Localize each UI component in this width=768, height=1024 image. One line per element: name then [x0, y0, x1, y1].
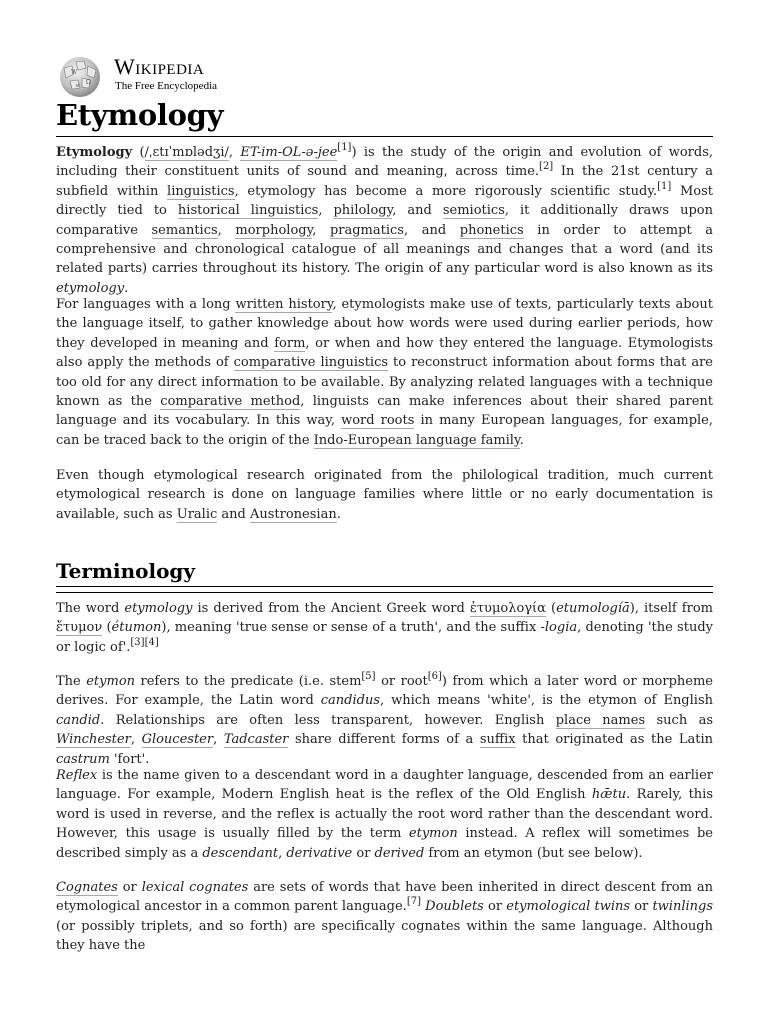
wikipedia-tagline: The Free Encyclopedia — [115, 80, 218, 92]
article-link[interactable]: Uralic — [176, 506, 218, 522]
italic-term: etymology — [124, 601, 193, 616]
article-link[interactable]: linguistics — [167, 183, 235, 199]
citation-reference[interactable]: [2] — [539, 161, 554, 173]
body-text: ), meaning 'true sense or sense of a truth', and the suffix — [161, 620, 541, 636]
terminology-paragraph-3 — [56, 766, 713, 863]
italic-term: -logia — [540, 620, 578, 636]
body-text: is derived from the Ancient Greek word — [192, 601, 470, 616]
italic-term: castrum — [56, 751, 110, 767]
italic-term: etymon — [86, 674, 136, 689]
body-text: or — [117, 880, 142, 895]
body-text: , — [312, 222, 330, 238]
body-text: In the 21st century a subfield within — [56, 164, 713, 199]
wikipedia-logo[interactable] — [56, 52, 356, 100]
article-link[interactable]: ἐτυμολογία — [469, 601, 546, 616]
article-link[interactable]: historical linguistics — [177, 203, 319, 219]
title-divider — [56, 136, 713, 137]
citation-reference[interactable]: [1] — [337, 142, 352, 153]
body-text: Even though etymological research originated from the philological tradition, much current etymological research is done on language families where little or no early documentation is available, such as — [56, 468, 713, 522]
italic-term: descendant — [202, 845, 279, 861]
terminology-paragraph-1 — [56, 599, 713, 657]
citation-reference[interactable]: [3] — [130, 636, 145, 648]
article-link[interactable]: word roots — [341, 413, 415, 429]
svg-text:Ω: Ω — [86, 79, 91, 86]
body-text: or — [483, 899, 507, 915]
section-divider-thin — [56, 592, 713, 593]
citation-reference[interactable]: [4] — [144, 636, 159, 648]
citation-reference[interactable]: [5] — [361, 671, 376, 682]
body-text: . Relationships are often less transparent, however. English — [100, 712, 556, 728]
body-text: , — [217, 222, 236, 238]
body-text: or — [630, 899, 653, 915]
article-link[interactable]: /ˌɛtɪˈmɒlədʒi/ — [144, 145, 229, 160]
italic-term: hǣtu — [591, 787, 627, 803]
italic-term: derivative — [286, 845, 353, 861]
italic-term: etymon — [408, 826, 458, 842]
svg-text:W: W — [71, 69, 78, 76]
body-text: , — [318, 203, 334, 219]
body-text: The — [56, 674, 87, 689]
body-text: ( — [102, 620, 112, 636]
section-divider — [56, 586, 713, 587]
article-link[interactable]: Winchester — [56, 732, 131, 748]
body-text: that originated as the Latin — [515, 732, 714, 748]
body-text: instead. A reflex will sometimes be described simply as a — [56, 826, 713, 861]
citation-reference[interactable]: [7] — [406, 896, 421, 908]
body-text: , — [130, 732, 142, 748]
article-link[interactable]: Gloucester — [141, 732, 214, 748]
body-text: ( — [545, 601, 557, 616]
italic-term: Doublets — [425, 899, 484, 915]
body-text: or — [352, 845, 375, 861]
body-text: in many European languages, for example, can be traced back to the origin of the — [56, 413, 714, 448]
body-text: (or possibly triplets, and so forth) are specifically cognates within the same language. Although they have the — [56, 918, 713, 954]
article-link[interactable]: ἔτυμον — [56, 620, 103, 636]
body-text: . — [336, 506, 341, 522]
body-text: , — [278, 845, 287, 861]
italic-term: candid — [56, 712, 101, 728]
article-link[interactable]: Indo-European language family — [313, 432, 520, 448]
body-text: , or when and how they entered the language. Etymologists also apply the methods of — [56, 335, 713, 371]
article-link[interactable]: comparative method — [160, 394, 301, 410]
article-link[interactable]: Tadcaster — [223, 732, 289, 748]
page-title: Etymology — [56, 98, 224, 132]
article-link[interactable]: semantics — [151, 222, 218, 238]
section-heading-terminology: Terminology — [56, 559, 196, 583]
body-text: in order to attempt a comprehensive and chronological catalogue of all meanings and changes that a word (and its related parts) carries throughout its history. The origin of any particular word is also known as its — [56, 222, 714, 277]
body-text: , which means 'white', is the etymon of English — [380, 693, 713, 709]
body-text: , — [228, 145, 241, 160]
body-text: . — [124, 280, 129, 296]
article-link[interactable]: form — [274, 335, 306, 351]
body-text: from an etymon (but see below). — [424, 845, 643, 861]
terminology-paragraph-4 — [56, 878, 713, 956]
article-link[interactable]: Austronesian — [249, 506, 337, 522]
body-text: For languages with a long — [56, 297, 236, 312]
body-text: Most directly tied to — [56, 183, 713, 219]
body-text: to reconstruct information about forms that are too old for any direct information to be available. By analyzing related languages with a technique known as the — [56, 355, 713, 410]
article-link[interactable]: pragmatics — [329, 222, 404, 238]
article-link[interactable]: comparative linguistics — [233, 355, 389, 371]
body-text: . Rarely, this word is used in reverse, and the reflex is actually the root word rather than the descendant word. However, this usage is usually filled by the term — [56, 787, 713, 842]
body-text: or root — [375, 674, 428, 689]
article-link[interactable]: morphology — [235, 222, 313, 238]
body-text: is the name given to a descendant word in a daughter language, descended from an earlier language. For example, Modern English heat is the reflex of the Old English — [56, 768, 713, 803]
wikipedia-globe-icon — [56, 54, 104, 98]
article-link[interactable]: suffix — [479, 732, 516, 748]
citation-reference[interactable]: [1] — [657, 180, 672, 192]
body-text: , — [213, 732, 224, 748]
body-text: 'fort'. — [109, 751, 150, 767]
italic-term: etumologíā — [556, 601, 630, 616]
italic-term: etymological twins — [506, 899, 631, 915]
body-text: refers to the predicate (i.e. stem — [135, 674, 362, 689]
body-text: such as — [645, 712, 713, 728]
body-text: , and — [403, 222, 460, 238]
body-text: are sets of words that have been inherited in direct descent from an etymological ancestor in a common parent language. — [56, 880, 713, 915]
citation-reference[interactable]: [6] — [427, 671, 442, 682]
body-text: ) from which a later word or morpheme derives. For example, the Latin word — [56, 674, 713, 709]
body-text: , it additionally draws upon comparative — [56, 203, 713, 238]
body-text: ) is the study of the origin and evolution of words, including their constituent units of sound and meaning, across time. — [56, 145, 714, 180]
italic-term: lexical cognates — [141, 880, 249, 895]
wikipedia-wordmark: Wikipedia — [114, 54, 205, 79]
body-text: ), itself from — [629, 601, 713, 616]
italic-term: twinlings — [652, 899, 714, 915]
article-link[interactable]: written history — [235, 297, 333, 312]
article-link[interactable]: Cognates — [56, 880, 118, 895]
lead-paragraph-1 — [56, 143, 713, 298]
italic-term: Reflex — [56, 768, 98, 783]
body-text: ( — [132, 145, 145, 160]
lead-paragraph-2 — [56, 295, 713, 450]
body-text: and — [217, 506, 250, 522]
body-text: share different forms of a — [288, 732, 480, 748]
article-link[interactable]: ET-im-OL-ə-jee — [240, 145, 338, 160]
body-text: The word — [56, 601, 125, 616]
italic-term: candidus — [320, 693, 380, 709]
body-text: . — [519, 432, 524, 448]
article-link[interactable]: place names — [555, 712, 646, 728]
svg-text:и: и — [76, 83, 80, 89]
terminology-paragraph-2 — [56, 672, 713, 769]
article-link[interactable]: semiotics — [442, 203, 505, 219]
italic-term: etymology — [56, 280, 125, 296]
lead-paragraph-3 — [56, 466, 713, 524]
italic-term: étumon — [111, 620, 162, 636]
body-text: , and — [392, 203, 443, 219]
body-text: , etymology has become a more rigorously scientific study. — [234, 183, 658, 199]
body-text: , etymologists make use of texts, particularly texts about the language itself, to gather knowledge about how words were used during earlier periods, how they developed in meaning and — [56, 297, 713, 351]
italic-term: derived — [374, 845, 425, 861]
bold-term: Etymology — [56, 145, 133, 160]
article-link[interactable]: philology — [333, 203, 393, 219]
body-text: , denoting 'the study or logic of'. — [56, 620, 713, 655]
body-text: , linguists can make inferences about their shared parent language and its vocabulary. In this way, — [56, 394, 713, 429]
article-link[interactable]: phonetics — [459, 222, 524, 238]
